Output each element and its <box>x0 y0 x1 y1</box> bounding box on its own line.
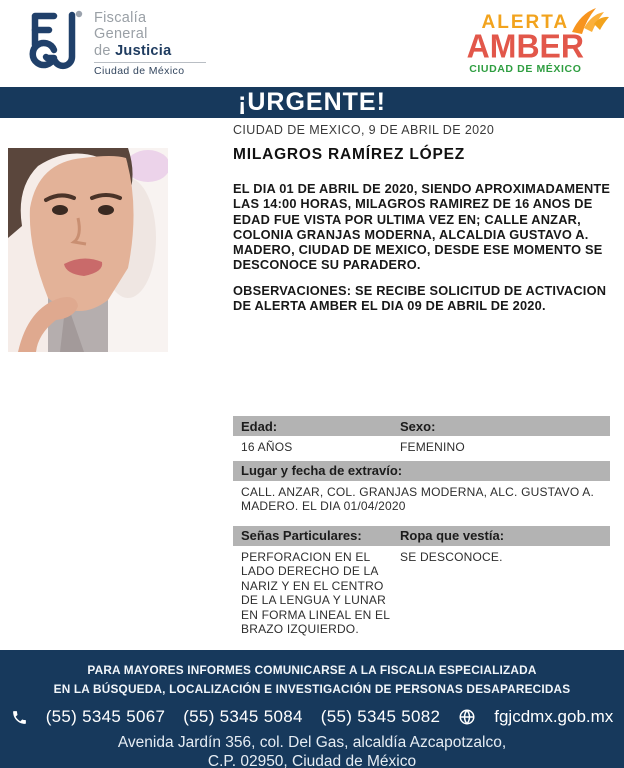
amber-line3: CIUDAD DE MÉXICO <box>469 62 582 75</box>
fgj-line2: General <box>94 26 148 43</box>
fgj-monogram-icon <box>26 9 84 78</box>
phone-number-2: (55) 5345 5084 <box>183 707 303 726</box>
place-label: Lugar y fecha de extravío: <box>241 463 403 478</box>
header <box>0 0 624 87</box>
observations-paragraph: OBSERVACIONES: SE RECIBE SOLICITUD DE ACTIVACION DE ALERTA AMBER EL DIA 09 DE ABRIL DE 2020. <box>233 283 607 314</box>
marks-value: PERFORACION EN EL LADO DERECHO DE LA NARIZ Y EN EL CENTRO DE LA LENGUA Y LUNAR EN FORMA LINEAL EN EL BRAZO IZQUIERDO. <box>241 549 390 636</box>
urgent-banner: ¡URGENTE! <box>0 87 624 118</box>
sex-value: FEMENINO <box>400 440 465 454</box>
marks-label: Señas Particulares: <box>241 528 362 543</box>
address-line2: C.P. 02950, Ciudad de México <box>207 753 417 768</box>
fgj-line1: Fiscalía <box>94 9 147 26</box>
place-value: CALL. ANZAR, COL. GRANJAS MODERNA, ALC. GUSTAVO A. MADERO. EL DIA 01/04/2020 <box>241 484 594 513</box>
marks-clothes-values <box>233 546 610 643</box>
clothes-value: SE DESCONOCE. <box>400 549 503 564</box>
missing-person-photo <box>8 148 168 352</box>
footer-address <box>0 733 624 768</box>
footer-info-line2: EN LA BÚSQUEDA, LOCALIZACIÓN E INVESTIGACIÓN DE PERSONAS DESAPARECIDAS <box>53 682 571 696</box>
amber-line1: ALERTA <box>481 11 570 33</box>
phone-number-1: (55) 5345 5067 <box>45 707 166 726</box>
missing-person-name: MILAGROS RAMÍREZ LÓPEZ <box>233 146 466 163</box>
footer-info <box>0 661 624 699</box>
phone-number-3: (55) 5345 5082 <box>320 707 441 726</box>
website-link[interactable]: fgjcdmx.gob.mx <box>494 707 614 726</box>
marks-clothes-header-bar <box>233 526 610 546</box>
fgj-subtitle: Ciudad de México <box>94 65 185 78</box>
address-line1: Avenida Jardín 356, col. Del Gas, alcaldía Azcapotzalco, <box>117 734 507 751</box>
fgj-logo <box>26 9 206 78</box>
fgj-divider <box>94 62 206 63</box>
sex-label: Sexo: <box>400 418 436 434</box>
fgj-logo-text <box>94 10 206 78</box>
footer <box>0 650 624 768</box>
fgj-line3: de Justicia <box>94 42 172 59</box>
age-sex-header-bar <box>233 416 610 436</box>
phone-icon <box>11 709 28 726</box>
contact-row <box>0 707 624 727</box>
footer-info-line1: PARA MAYORES INFORMES COMUNICARSE A LA FISCALIA ESPECIALIZADA <box>87 663 537 677</box>
globe-icon <box>458 708 476 726</box>
amber-line2: AMBER <box>466 26 584 65</box>
dateline: CIUDAD DE MEXICO, 9 DE ABRIL DE 2020 <box>233 123 495 137</box>
details-table <box>233 416 610 643</box>
incident-paragraph: EL DIA 01 DE ABRIL DE 2020, SIENDO APROXIMADAMENTE LAS 14:00 HORAS, MILAGROS RAMIREZ DE 16 ANOS DE EDAD FUE VISTA POR ULTIMA VEZ EN; CALLE ANZAR, COLONIA GRANJAS MODERNA, ALCALDIA GUSTAVO A. MADERO, CIUDAD DE MEXICO, DESDE ESE MOMENTO SE DESCONOCE SU PARADERO. <box>233 181 611 273</box>
alerta-amber-logo <box>467 13 598 75</box>
age-label: Edad: <box>241 418 278 434</box>
age-value: 16 AÑOS <box>241 440 293 454</box>
clothes-label: Ropa que vestía: <box>400 528 505 543</box>
age-sex-values <box>233 436 610 461</box>
place-header-bar <box>233 461 610 481</box>
